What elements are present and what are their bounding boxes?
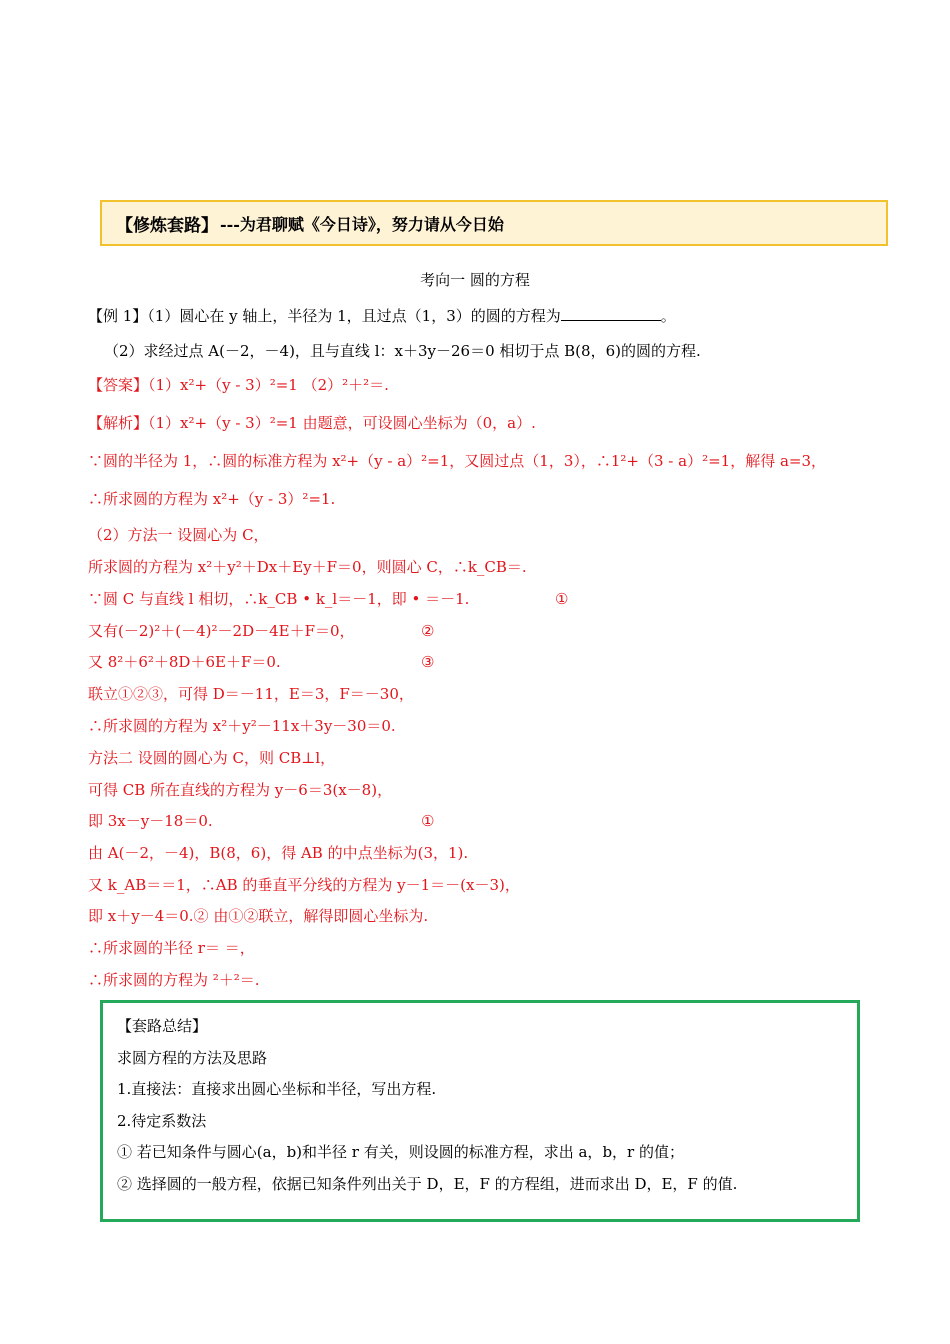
example-line-1 <box>88 306 676 326</box>
analysis-line-9: 联立①②③，可得 D＝－11，E＝3，F＝－30， <box>88 685 414 703</box>
banner-slogan: ---为君聊赋《今日诗》，努力请从今日始 <box>220 214 504 234</box>
summary-line-2: 1.直接法：直接求出圆心坐标和半径，写出方程. <box>117 1080 437 1098</box>
method-two-heading: 方法二 设圆的圆心为 C，则 CB⊥l， <box>88 749 336 767</box>
analysis-line-2: ∵圆的半径为 1，∴圆的标准方程为 x²+（y - a）²=1，又圆过点（1，3），∴1²+（3 - a）²=1，解得 a=3， <box>88 452 827 470</box>
method-one-heading: （2）方法一 设圆心为 C， <box>88 526 269 544</box>
analysis-line-8-text: 又 8²＋6²＋8D＋6E＋F＝0. <box>88 653 281 671</box>
analysis-line-7-text: 又有(－2)²＋(－4)²－2D－4E＋F＝0， <box>88 622 355 640</box>
equation-marker-1: ① <box>555 590 569 608</box>
analysis-line-13 <box>88 811 435 831</box>
summary-title: 【套路总结】 <box>117 1017 208 1035</box>
answer-blank <box>561 306 661 321</box>
analysis-line-1: 【解析】（1）x²+（y - 3）²=1 由题意，可设圆心坐标为（0，a）. <box>88 414 536 432</box>
summary-line-4: ① 若已知条件与圆心(a，b)和半径 r 有关，则设圆的标准方程，求出 a，b，r 的值； <box>117 1143 684 1161</box>
analysis-line-6 <box>88 589 569 609</box>
analysis-line-5: 所求圆的方程为 x²＋y²＋Dx＋Ey＋F＝0，则圆心 C，∴k_CB＝. <box>88 558 527 576</box>
analysis-line-18: ∴所求圆的方程为 ²＋²＝. <box>88 971 260 989</box>
answer-line: 【答案】（1）x²+（y - 3）²=1 （2）²＋²＝. <box>88 376 389 394</box>
equation-marker-4: ① <box>421 812 435 830</box>
analysis-line-13-text: 即 3x－y－18＝0. <box>88 812 213 830</box>
section-title: 考向一 圆的方程 <box>420 271 530 289</box>
analysis-line-16: 即 x＋y－4＝0.② 由①②联立，解得即圆心坐标为. <box>88 907 429 925</box>
analysis-line-6-text: ∵圆 C 与直线 l 相切，∴k_CB • k_l＝－1，即 • ＝－1. <box>88 590 470 608</box>
analysis-line-8 <box>88 652 435 672</box>
analysis-line-14: 由 A(－2，－4)，B(8，6)，得 AB 的中点坐标为(3，1). <box>88 844 469 862</box>
equation-marker-3: ③ <box>421 653 435 671</box>
analysis-line-15: 又 k_AB＝＝1，∴AB 的垂直平分线的方程为 y－1＝－(x－3)， <box>88 876 520 894</box>
analysis-line-3: ∴所求圆的方程为 x²+（y - 3）²=1. <box>88 490 336 508</box>
example-question-1-end: 。 <box>660 307 676 325</box>
banner-tag: 【修炼套路】 <box>116 215 218 236</box>
example-question-2: （2）求经过点 A(－2，－4)，且与直线 l：x＋3y－26＝0 相切于点 B(8，6)的圆的方程. <box>104 342 701 360</box>
summary-line-3: 2.待定系数法 <box>117 1111 207 1130</box>
analysis-line-17: ∴所求圆的半径 r＝ ＝， <box>88 939 255 957</box>
equation-marker-2: ② <box>421 622 435 640</box>
analysis-line-10: ∴所求圆的方程为 x²＋y²－11x＋3y－30＝0. <box>88 717 396 735</box>
method-banner <box>100 200 888 246</box>
summary-box <box>100 1000 860 1222</box>
analysis-line-7 <box>88 621 435 641</box>
summary-line-1: 求圆方程的方法及思路 <box>117 1048 268 1067</box>
summary-line-5: ② 选择圆的一般方程，依据已知条件列出关于 D，E，F 的方程组，进而求出 D，E，F 的值. <box>117 1174 738 1193</box>
analysis-line-12: 可得 CB 所在直线的方程为 y－6＝3(x－8)， <box>88 781 393 799</box>
example-question-1: 【例 1】（1）圆心在 y 轴上，半径为 1，且过点（1，3）的圆的方程为 <box>88 307 561 325</box>
